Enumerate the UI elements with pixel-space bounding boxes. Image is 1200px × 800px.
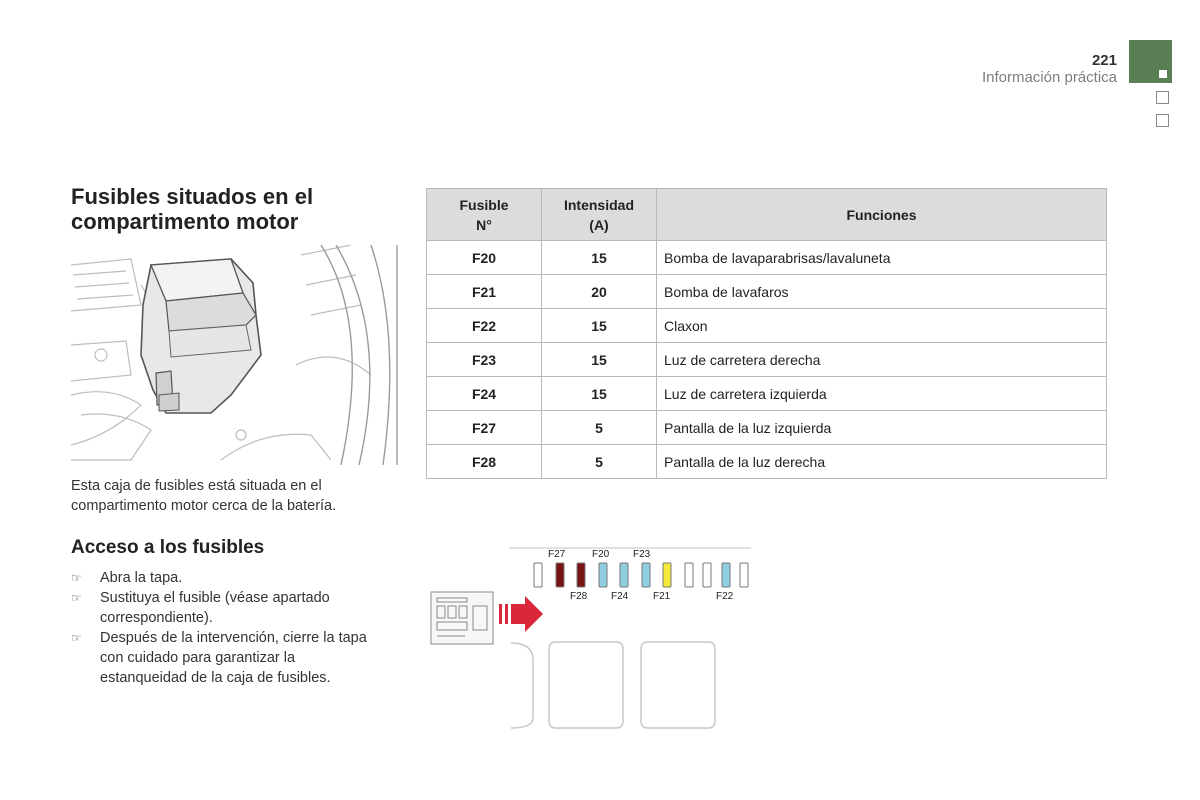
fuse-amperage: 15 <box>542 309 657 343</box>
step-item <box>71 588 371 628</box>
fuse-amperage: 5 <box>542 411 657 445</box>
empty-fuse-slot <box>740 563 748 587</box>
fuse-f28 <box>577 563 585 587</box>
fuse-f24 <box>620 563 628 587</box>
fuse-function: Luz de carretera derecha <box>657 343 1107 377</box>
fuse-amperage: 15 <box>542 241 657 275</box>
fuse-label: F23 <box>633 549 651 560</box>
fuse-function: Pantalla de la luz derecha <box>657 445 1107 479</box>
fuse-function: Luz de carretera izquierda <box>657 377 1107 411</box>
fuse-amperage: 5 <box>542 445 657 479</box>
fuse-label: F20 <box>592 549 610 560</box>
fuse-amperage: 15 <box>542 343 657 377</box>
step-item <box>71 628 371 688</box>
fuse-number: F27 <box>427 411 542 445</box>
fuse-label: F21 <box>653 591 671 602</box>
column-header-amperage: Intensidad (A) <box>542 189 657 241</box>
chapter-tab <box>1129 40 1172 83</box>
table-row <box>427 241 1107 275</box>
fuse-label: F27 <box>548 549 566 560</box>
fuse-function: Pantalla de la luz izquierda <box>657 411 1107 445</box>
chapter-tab-square <box>1156 91 1169 104</box>
table-row <box>427 411 1107 445</box>
fuse-f27 <box>556 563 564 587</box>
fuse-number: F21 <box>427 275 542 309</box>
table-row <box>427 445 1107 479</box>
chapter-marker <box>1159 70 1167 78</box>
fuse-box-icon <box>431 592 493 644</box>
location-description: Esta caja de fusibles está situada en el compartimento motor cerca de la batería. <box>71 478 337 514</box>
step-text: Sustituya el fusible (véase apartado correspondiente). <box>100 590 330 626</box>
arrow-right-icon <box>499 596 543 632</box>
fuse-number: F24 <box>427 377 542 411</box>
section-title: Fusibles situados en el compartimento motor <box>71 184 314 234</box>
empty-fuse-slot <box>534 563 542 587</box>
empty-fuse-slot <box>703 563 711 587</box>
pointing-hand-icon: ☞ <box>71 571 82 585</box>
chapter-tab-square <box>1156 114 1169 127</box>
fuse-box-compartments <box>511 642 715 728</box>
step-text: Abra la tapa. <box>100 570 183 586</box>
fuse-function: Bomba de lavafaros <box>657 275 1107 309</box>
table-row <box>427 275 1107 309</box>
fuse-label: F28 <box>570 591 588 602</box>
section-name: Información práctica <box>981 69 1117 86</box>
fuse-label: F22 <box>716 591 734 602</box>
fuse-number: F22 <box>427 309 542 343</box>
pointing-hand-icon: ☞ <box>71 591 82 605</box>
fuse-f22 <box>722 563 730 587</box>
table-row <box>427 309 1107 343</box>
fuse-number: F23 <box>427 343 542 377</box>
fuse-number: F28 <box>427 445 542 479</box>
access-title: Acceso a los fusibles <box>71 537 265 558</box>
step-text: Después de la intervención, cierre la tapa con cuidado para garantizar la estanqueidad de la caja de fusibles. <box>100 630 367 686</box>
pointing-hand-icon: ☞ <box>71 631 82 645</box>
fuse-f20 <box>599 563 607 587</box>
fuse-amperage: 15 <box>542 377 657 411</box>
access-steps <box>71 568 371 688</box>
page-number: 221 <box>1091 52 1117 69</box>
fuse-amperage: 20 <box>542 275 657 309</box>
table-row <box>427 377 1107 411</box>
step-item <box>71 568 371 588</box>
column-header-fuse: Fusible N° <box>427 189 542 241</box>
table-row <box>427 343 1107 377</box>
fuse-number: F20 <box>427 241 542 275</box>
empty-fuse-slot <box>685 563 693 587</box>
engine-compartment-illustration <box>71 245 401 465</box>
table-header-row <box>427 189 1107 241</box>
column-header-functions: Funciones <box>657 189 1107 241</box>
fuse-table <box>426 188 1107 479</box>
fuse-function: Claxon <box>657 309 1107 343</box>
fuse-f23 <box>642 563 650 587</box>
fuse-function: Bomba de lavaparabrisas/lavaluneta <box>657 241 1107 275</box>
fuse-f21 <box>663 563 671 587</box>
fuse-label: F24 <box>611 591 629 602</box>
fuse-layout-diagram <box>425 540 765 735</box>
